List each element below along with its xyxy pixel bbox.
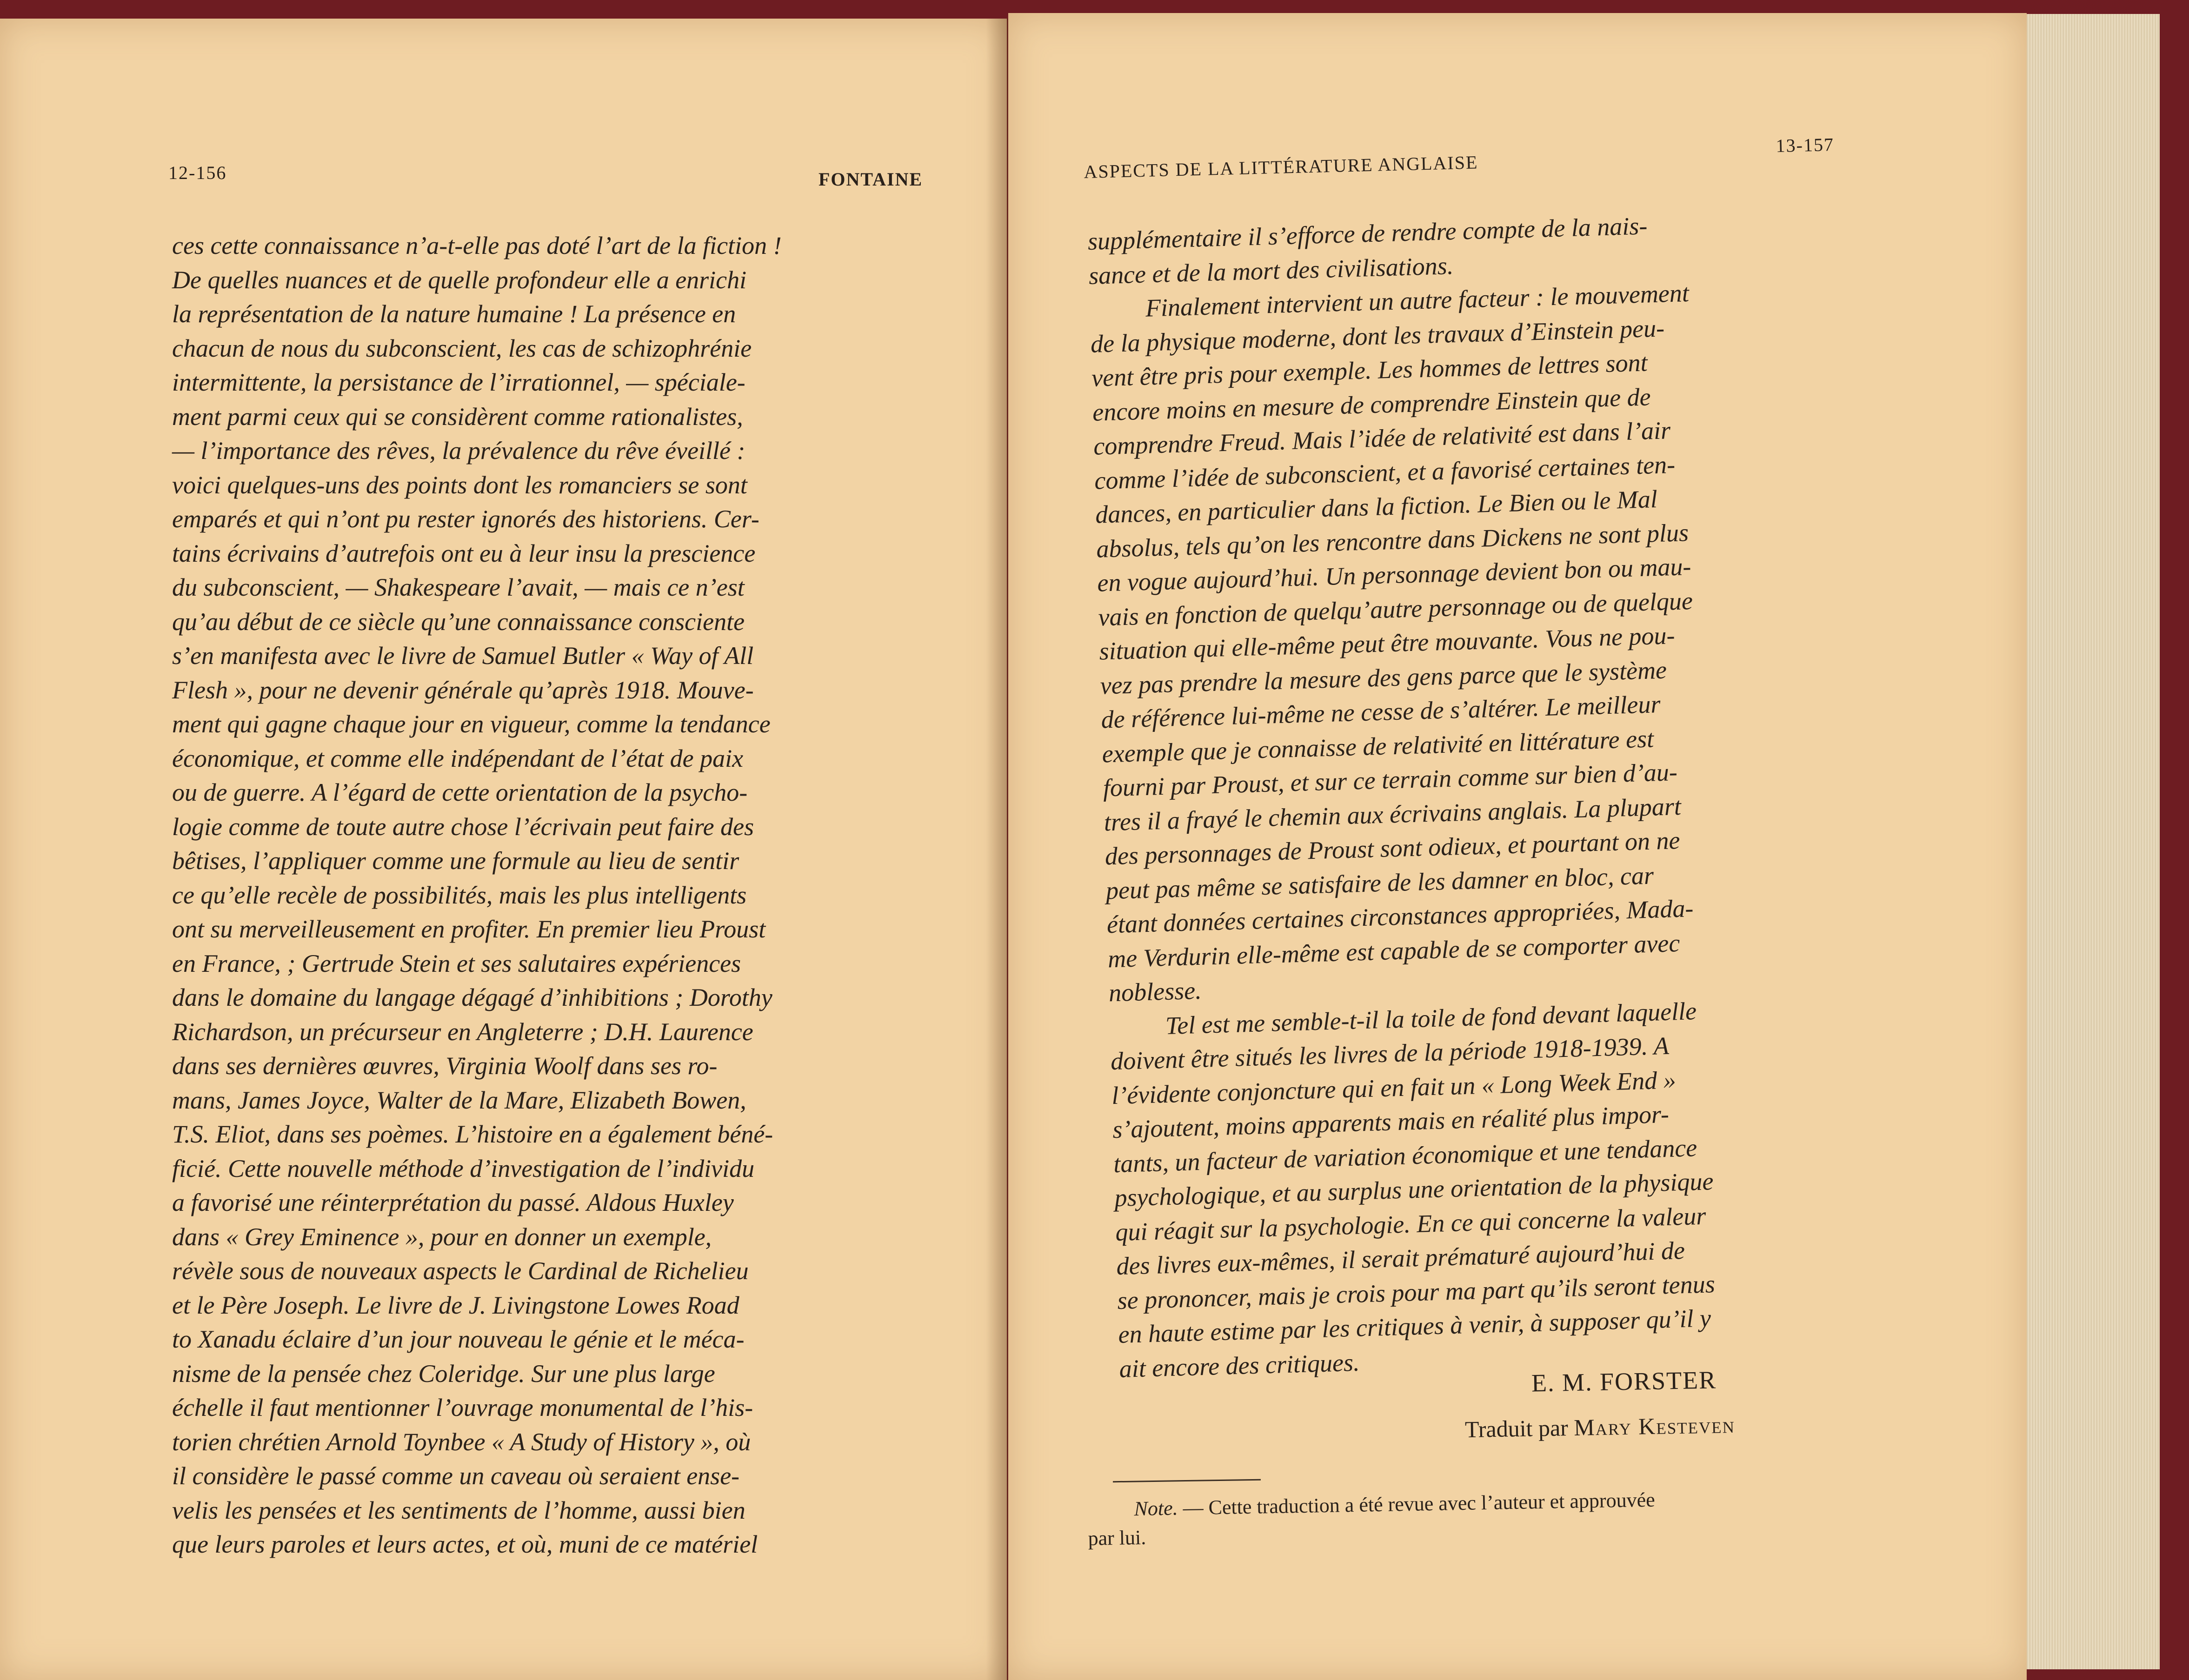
text-line: des livres eux-mêmes, il serait prématuré aujourd’hui de xyxy=(1116,1236,1685,1281)
text-line: Tel est me semble-t-il la toile de fond devant laquelle xyxy=(1165,996,1697,1040)
right-body-text xyxy=(1087,201,1975,1386)
text-line: vez pas prendre la mesure des gens parce que le système xyxy=(1099,656,1667,700)
text-line: to Xanadu éclaire d’un jour nouveau le génie et le méca- xyxy=(172,1325,745,1353)
text-line: s’ajoutent, moins apparents mais en réalité plus impor- xyxy=(1112,1100,1670,1144)
text-line: tres il a frayé le chemin aux écrivains anglais. La plupart xyxy=(1104,792,1682,836)
text-line: bêtises, l’appliquer comme une formule au lieu de sentir xyxy=(172,847,739,875)
text-line: peut pas même se satisfaire de les damner en bloc, car xyxy=(1105,861,1654,904)
text-line: sance et de la mort des civilisations. xyxy=(1088,251,1454,290)
text-line: des personnages de Proust sont odieux, et pourtant on ne xyxy=(1104,826,1681,870)
text-line: en France, ; Gertrude Stein et ses salutaires expériences xyxy=(172,949,741,977)
text-line: T.S. Eliot, dans ses poèmes. L’histoire en a également béné- xyxy=(172,1120,773,1148)
footnote xyxy=(1087,1481,1939,1553)
text-line: — l’importance des rêves, la prévalence du rêve éveillé : xyxy=(172,437,745,465)
text-line: Richardson, un précurseur en Angleterre ; D.H. Laurence xyxy=(172,1017,753,1046)
text-line: ou de guerre. A l’égard de cette orientation de la psycho- xyxy=(172,778,748,806)
text-line: ces cette connaissance n’a-t-elle pas doté l’art de la fiction ! xyxy=(172,232,782,259)
text-line: dans le domaine du langage dégagé d’inhibitions ; Dorothy xyxy=(172,983,772,1011)
left-page-number: 12-156 xyxy=(168,162,227,183)
text-line: torien chrétien Arnold Toynbee « A Study of History », où xyxy=(172,1428,751,1456)
text-line: chacun de nous du subconscient, les cas de schizophrénie xyxy=(172,334,752,362)
text-line: me Verdurin elle-même est capable de se comporter avec xyxy=(1107,929,1681,973)
text-line: encore moins en mesure de comprendre Einstein que de xyxy=(1092,382,1651,426)
text-line: fourni par Proust, et sur ce terrain comme sur bien d’au- xyxy=(1103,758,1678,802)
text-line: a favorisé une réinterprétation du passé. Aldous Huxley xyxy=(172,1189,734,1216)
text-line: exemple que je connaisse de relativité en littérature est xyxy=(1101,724,1654,768)
text-line: ce qu’elle recèle de possibilités, mais les plus intelligents xyxy=(172,881,747,909)
text-line: doivent être situés les livres de la période 1918-1939. A xyxy=(1110,1031,1670,1076)
text-line: dans ses dernières œuvres, Virginia Woolf dans ses ro- xyxy=(172,1052,718,1080)
text-line: supplémentaire il s’efforce de rendre compte de la nais- xyxy=(1087,212,1648,255)
text-line: situation qui elle-même peut être mouvante. Vous ne pou- xyxy=(1098,621,1676,665)
left-page xyxy=(0,19,1007,1680)
text-line: en vogue aujourd’hui. Un personnage devient bon ou mau- xyxy=(1097,552,1692,597)
page-edges xyxy=(2018,14,2160,1669)
text-line: dans « Grey Eminence », pour en donner un exemple, xyxy=(172,1222,712,1251)
footnote-text-continued: par lui. xyxy=(1088,1526,1146,1550)
right-page-number: 13-157 xyxy=(1776,133,1835,156)
text-line: qui réagit sur la psychologie. En ce qui concerne la valeur xyxy=(1115,1202,1707,1246)
text-line: révèle sous de nouveaux aspects le Cardinal de Richelieu xyxy=(172,1257,749,1285)
text-line: dances, en particulier dans la fiction. Le Bien ou le Mal xyxy=(1095,485,1658,529)
text-line: ont su merveilleusement en profiter. En premier lieu Proust xyxy=(172,915,766,943)
text-line: intermittente, la persistance de l’irrationnel, — spéciale- xyxy=(172,368,745,396)
translator-credit xyxy=(1465,1411,1736,1443)
text-line: l’évidente conjoncture qui en fait un « Long Week End » xyxy=(1111,1065,1677,1109)
text-line: en haute estime par les critiques à venir, à supposer qu’il y xyxy=(1118,1304,1711,1349)
text-line: ment parmi ceux qui se considèrent comme rationalistes, xyxy=(172,402,743,431)
text-line: Flesh », pour ne devenir générale qu’après 1918. Mouve- xyxy=(172,676,754,704)
text-line: comprendre Freud. Mais l’idée de relativité est dans l’air xyxy=(1093,416,1671,460)
text-line: nisme de la pensée chez Coleridge. Sur une plus large xyxy=(172,1359,715,1388)
text-line: vent être pris pour exemple. Les hommes de lettres sont xyxy=(1091,348,1648,392)
text-line: la représentation de la nature humaine ! La présence en xyxy=(172,300,736,328)
text-line: ait encore des critiques. xyxy=(1118,1348,1360,1383)
text-line: de référence lui-même ne cesse de s’altérer. Le meilleur xyxy=(1100,690,1661,734)
text-line: échelle il faut mentionner l’ouvrage monumental de l’his- xyxy=(172,1394,753,1421)
left-body-text xyxy=(172,229,934,1562)
text-line: Finalement intervient un autre facteur : le mouvement xyxy=(1145,279,1690,322)
paragraph-3 xyxy=(1109,986,1975,1386)
text-line: tains écrivains d’autrefois ont eu à leur insu la prescience xyxy=(172,539,756,567)
right-page xyxy=(1008,13,2027,1680)
text-line: ment qui gagne chaque jour en vigueur, comme la tendance xyxy=(172,710,771,738)
text-line: qu’au début de ce siècle qu’une connaissance consciente xyxy=(172,607,745,636)
text-line: il considère le passé comme un caveau où seraient ense- xyxy=(172,1462,740,1490)
text-line: emparés et qui n’ont pu rester ignorés des historiens. Cer- xyxy=(172,505,759,533)
text-line: mans, James Joyce, Walter de la Mare, Elizabeth Bowen, xyxy=(172,1086,746,1114)
text-line: ficié. Cette nouvelle méthode d’investigation de l’individu xyxy=(172,1154,755,1182)
text-line: étant données certaines circonstances appropriées, Mada- xyxy=(1106,894,1694,939)
text-line: De quelles nuances et de quelle profondeur elle a enrichi xyxy=(172,266,747,294)
text-line: velis les pensées et les sentiments de l’homme, aussi bien xyxy=(172,1496,745,1524)
footnote-rule xyxy=(1113,1479,1261,1482)
text-line: que leurs paroles et leurs actes, et où, muni de ce matériel xyxy=(172,1530,758,1558)
author-signature: E. M. FORSTER xyxy=(1531,1366,1717,1397)
paragraph-2 xyxy=(1089,269,1964,1010)
text-line: du subconscient, — Shakespeare l’avait, — mais ce n’est xyxy=(172,573,745,601)
text-line: économique, et comme elle indépendant de l’état de paix xyxy=(172,744,744,772)
footnote-text: — Cette traduction a été revue avec l’auteur et approuvée xyxy=(1178,1488,1656,1520)
text-line: psychologique, et au surplus une orientation de la physique xyxy=(1114,1167,1714,1212)
text-line: se prononcer, mais je crois pour ma part qu’ils seront tenus xyxy=(1117,1269,1716,1315)
right-running-title: ASPECTS DE LA LITTÉRATURE ANGLAISE xyxy=(1084,152,1478,182)
translated-by-label: Traduit par xyxy=(1464,1414,1569,1443)
text-line: voici quelques-uns des points dont les romanciers se sont xyxy=(172,471,747,499)
text-line: tants, un facteur de variation économique et une tendance xyxy=(1113,1133,1697,1178)
text-line: de la physique moderne, dont les travaux d’Einstein peu- xyxy=(1090,313,1665,358)
text-line: vais en fonction de quelqu’autre personnage ou de quelque xyxy=(1098,586,1693,631)
text-line: s’en manifesta avec le livre de Samuel Butler « Way of All xyxy=(172,642,754,670)
left-running-title: FONTAINE xyxy=(818,169,923,190)
text-line: logie comme de toute autre chose l’écrivain peut faire des xyxy=(172,812,754,841)
text-line: comme l’idée de subconscient, et a favorisé certaines ten- xyxy=(1094,450,1676,495)
translator-name: Mary Kesteven xyxy=(1573,1411,1736,1441)
text-line: et le Père Joseph. Le livre de J. Livingstone Lowes Road xyxy=(172,1291,739,1319)
text-line: noblesse. xyxy=(1108,976,1202,1007)
footnote-label: Note. xyxy=(1134,1496,1178,1521)
text-line: absolus, tels qu’on les rencontre dans Dickens ne sont plus xyxy=(1096,518,1689,563)
